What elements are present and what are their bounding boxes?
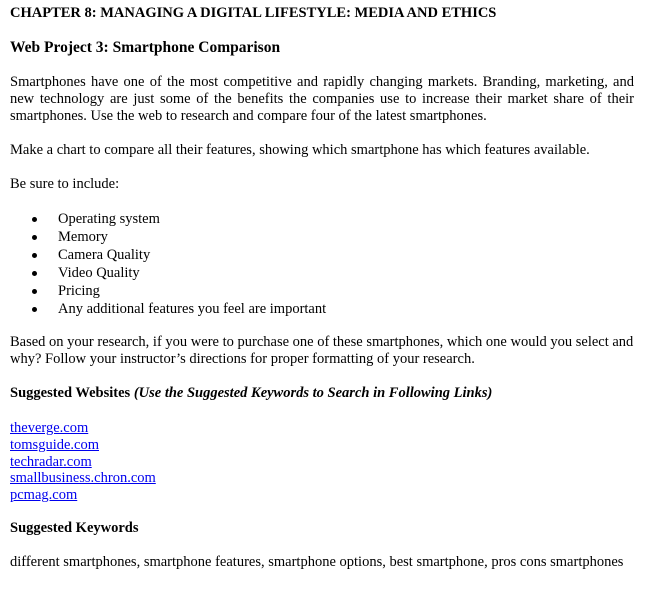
bullet-icon: [32, 271, 37, 276]
bullet-icon: [32, 217, 37, 222]
list-item: [10, 300, 326, 318]
link-smallbusiness-chron[interactable]: smallbusiness.chron.com: [10, 470, 156, 487]
website-links: [10, 420, 156, 504]
list-item-label: Memory: [58, 229, 108, 245]
list-item-label: Operating system: [58, 211, 160, 227]
chapter-title: CHAPTER 8: MANAGING A DIGITAL LIFESTYLE: MEDIA AND ETHICS: [10, 5, 497, 21]
include-intro: Be sure to include:: [10, 176, 120, 192]
link-techradar[interactable]: techradar.com: [10, 453, 92, 470]
list-item-label: Camera Quality: [58, 247, 151, 263]
list-item: [10, 264, 326, 282]
keywords-text: different smartphones, smartphone features, smartphone options, best smartphone, pros cons smartphones: [10, 554, 624, 570]
list-item: [10, 487, 156, 504]
list-item: [10, 228, 326, 246]
bullet-icon: [32, 253, 37, 258]
keywords-heading: Suggested Keywords: [10, 520, 139, 536]
bullet-icon: [32, 307, 37, 312]
list-item: [10, 420, 156, 437]
list-item: [10, 210, 326, 228]
websites-heading-label: Suggested Websites: [10, 385, 131, 401]
bullet-icon: [32, 289, 37, 294]
list-item-label: Any additional features you feel are important: [58, 301, 327, 317]
list-item: [10, 454, 156, 471]
link-theverge[interactable]: theverge.com: [10, 420, 89, 436]
list-item-label: Video Quality: [58, 265, 140, 281]
feature-list: [10, 210, 326, 318]
link-pcmag[interactable]: pcmag.com: [10, 487, 78, 504]
intro-paragraph: Smartphones have one of the most competitive and rapidly changing markets. Branding, marketing, and new technology are just some of the benefits the companies use to increase their market share of their smartphones. Use the web to research and compare four of the latest smartphones.: [10, 74, 634, 124]
list-item: [10, 246, 326, 264]
list-item: [10, 282, 326, 300]
list-item-label: Pricing: [58, 283, 100, 299]
research-question: Based on your research, if you were to purchase one of these smartphones, which one would you select and why? Follow your instructor’s directions for proper formatting of your research.: [10, 334, 634, 367]
project-title: Web Project 3: Smartphone Comparison: [10, 39, 281, 56]
bullet-icon: [32, 235, 37, 240]
list-item: [10, 437, 156, 454]
websites-heading-note: (Use the Suggested Keywords to Search in Following Links): [133, 385, 493, 401]
websites-heading: [10, 385, 492, 402]
chart-instruction: Make a chart to compare all their features, showing which smartphone has which features available.: [10, 142, 590, 158]
link-tomsguide[interactable]: tomsguide.com: [10, 436, 100, 453]
list-item: [10, 470, 156, 487]
